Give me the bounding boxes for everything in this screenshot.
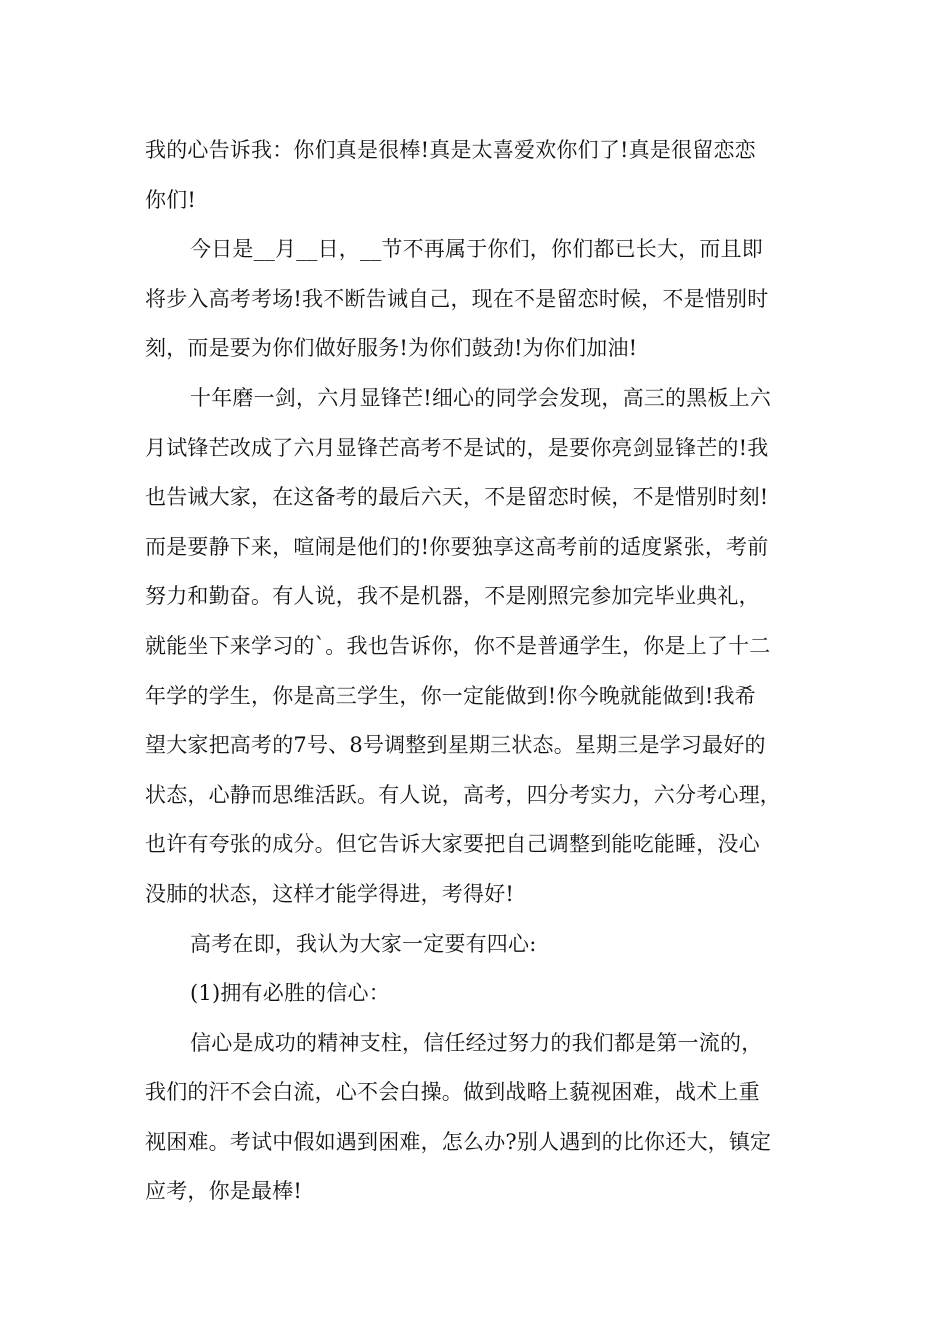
text-line: 你们! xyxy=(145,187,197,212)
text-line: 也许有夸张的成分。但它告诉大家要把自己调整到能吃能睡，没心 xyxy=(145,832,760,857)
text-line: 没肺的状态，这样才能学得进，考得好! xyxy=(145,881,515,906)
text-line: (1)拥有必胜的信心： xyxy=(190,981,390,1006)
text-line: 望大家把高考的7号、8号调整到星期三状态。星期三是学习最好的 xyxy=(145,733,766,758)
text-line: 应考，你是最棒! xyxy=(145,1179,303,1204)
text-line: 年学的学生，你是高三学生，你一定能做到!你今晚就能做到!我希 xyxy=(145,683,756,708)
paragraph-6 xyxy=(145,1019,815,1217)
paragraph-5 xyxy=(145,969,815,1019)
paragraph-4 xyxy=(145,920,815,970)
text-line: 十年磨一剑，六月显锋芒!细心的同学会发现，高三的黑板上六 xyxy=(190,385,772,410)
text-line: 视困难。考试中假如遇到困难，怎么办?别人遇到的比你还大，镇定 xyxy=(145,1129,772,1154)
text-line: 也告诫大家，在这备考的最后六天，不是留恋时候，不是惜别时刻! xyxy=(145,485,769,510)
text-line: 我们的汗不会白流，心不会白操。做到战略上藐视困难，战术上重 xyxy=(145,1080,760,1105)
text-line: 我的心告诉我：你们真是很棒!真是太喜爱欢你们了!真是很留恋恋 xyxy=(145,138,756,162)
text-line: 将步入高考考场!我不断告诫自己，现在不是留恋时候，不是惜别时 xyxy=(145,286,769,311)
document-body xyxy=(145,126,815,1217)
paragraph-1 xyxy=(145,126,815,225)
text-line: 今日是__月__日，__节不再属于你们，你们都已长大，而且即 xyxy=(190,237,763,262)
text-line: 状态，心静而思维活跃。有人说，高考，四分考实力，六分考心理， xyxy=(145,782,781,807)
paragraph-2 xyxy=(145,225,815,374)
paragraph-3 xyxy=(145,374,815,920)
text-line: 刻，而是要为你们做好服务!为你们鼓劲!为你们加油! xyxy=(145,336,638,361)
text-line: 高考在即，我认为大家一定要有四心: xyxy=(190,931,537,956)
text-line: 信心是成功的精神支柱，信任经过努力的我们都是第一流的， xyxy=(190,1030,763,1055)
text-line: 而是要静下来，喧闹是他们的!你要独享这高考前的适度紧张，考前 xyxy=(145,534,769,559)
text-line: 就能坐下来学习的`。我也告诉你，你不是普通学生，你是上了十二 xyxy=(145,633,771,658)
text-line: 月试锋芒改成了六月显锋芒高考不是试的，是要你亮剑显锋芒的!我 xyxy=(145,435,769,460)
text-line: 努力和勤奋。有人说，我不是机器，不是刚照完参加完毕业典礼， xyxy=(145,584,760,609)
